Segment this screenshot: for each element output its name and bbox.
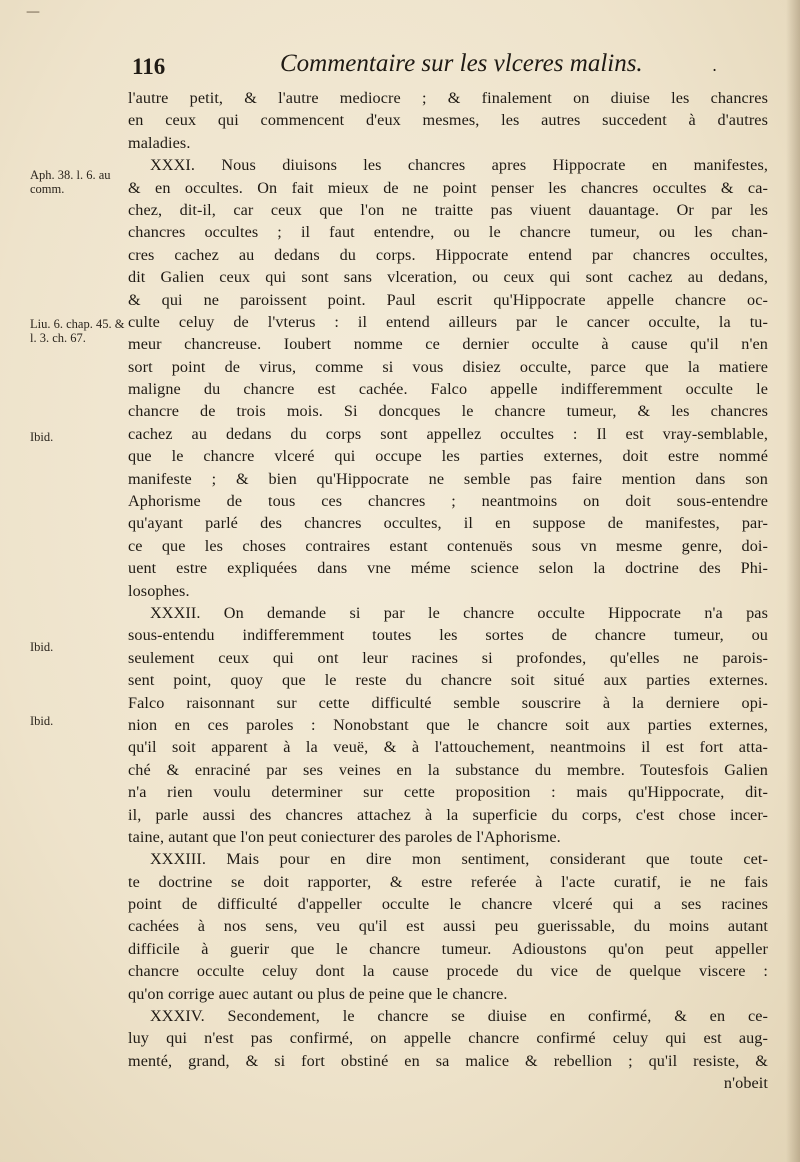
text-line: nion en ces paroles : Nonobstant que le chancre soit aux parties externes, [128, 715, 768, 734]
text-line: sent point, quoy que le reste du chancre soit situé aux parties externes. [128, 671, 768, 690]
text-line: & en occultes. On fait mieux de ne point penser les chancres occultes & ca- [128, 178, 768, 197]
margin-note-ibid-2: Ibid. [30, 640, 54, 654]
page-header [130, 50, 730, 84]
text-line: meur chancreuse. Ioubert nomme ce dernier occulte à cause qu'il n'en [128, 335, 768, 354]
text-line: qu'ayant parlé des chancres occultes, il en suppose de manifestes, par- [128, 514, 768, 533]
text-line: & qui ne paroissent point. Paul escrit qu'Hippocrate appelle chancre oc- [128, 290, 768, 309]
text-line: chez, dit-il, car ceux que l'on ne traitte pas viuent dauantage. Or par les [128, 200, 768, 219]
text-line: cachez au dedans du corps sont appellez occultes : Il est vray-semblable, [128, 424, 768, 443]
text-line: sort point de virus, comme si vous disiez occulte, parce que la matiere [128, 357, 768, 376]
text-line: XXXIII. Mais pour en dire mon sentiment, considerant que toute cet- [150, 850, 768, 869]
text-line: cachées à nos sens, veu qu'il est aussi peu guerissable, du moins autant [128, 917, 768, 936]
text-line: menté, grand, & si fort obstiné en sa malice & rebellion ; qu'il resiste, & [128, 1051, 768, 1070]
text-line: difficile à guerir que le chancre tumeur. Adioustons qu'on peut appeller [128, 939, 768, 958]
text-line: dit Galien ceux qui sont sans vlceration, ou ceux qui sont cachez au dedans, [128, 268, 768, 287]
text-line: point de difficulté d'appeller occulte le chancre vlceré qui a ses racines [128, 895, 768, 914]
margin-note-aphorism: Aph. 38. l. 6. au comm. [30, 168, 111, 196]
text-line: maladies. [128, 133, 191, 152]
text-line: XXXI. Nous diuisons les chancres apres Hippocrate en manifestes, [150, 156, 768, 175]
catchword: n'obeit [723, 1074, 768, 1093]
text-line: ché & enraciné par ses veines en la substance du membre. Toutesfois Galien [128, 760, 768, 779]
text-line: Aphorisme de tous ces chancres ; neantmoins on doit sous-entendre [128, 492, 768, 511]
text-line: manifeste ; & bien qu'Hippocrate ne semble pas faire mention dans son [128, 469, 768, 488]
text-line: Falco raisonnant sur cette difficulté semble souscrire à la derniere opi- [128, 693, 768, 712]
text-line: que le chancre vlceré qui occupe les parties externes, doit estre nommé [128, 447, 768, 466]
text-line: losophes. [128, 581, 190, 600]
text-line: maligne du chancre est cachée. Falco appelle indifferemment occulte le [128, 380, 768, 399]
text-line: l'autre petit, & l'autre mediocre ; & finalement on diuise les chancres [128, 89, 768, 107]
text-line: ce que les choses contraires estant contenuës sous vn mesme genre, doi- [128, 536, 768, 555]
page-number: 116 [132, 54, 166, 79]
text-line: culte celuy de l'vterus : il entend ailleurs par le cancer occulte, la tu- [128, 312, 768, 331]
text-line: cres cachez au dedans du corps. Hippocrate entend par chancres occultes, [128, 245, 768, 264]
text-line: n'a rien voulu determiner sur cette proposition : mais qu'Hippocrate, dit- [128, 783, 768, 802]
margin-note-liure: Liu. 6. chap. 45. & l. 3. ch. 67. [30, 317, 125, 345]
text-line: chancres occultes ; il faut entendre, ou le chancre tumeur, ou les chan- [128, 223, 768, 242]
text-line: te doctrine se doit rapporter, & estre referée à l'acte curatif, ie ne fais [128, 872, 768, 891]
text-line: uent estre expliquées dans vne méme science selon la doctrine des Phi- [128, 559, 768, 578]
corner-mark: — [26, 4, 40, 20]
text-line: sous-entendu indifferemment toutes les sortes de chancre tumeur, ou [128, 626, 768, 645]
text-line: taine, autant que l'on peut coniecturer des paroles de l'Aphorisme. [128, 827, 561, 846]
text-line: il, parle aussi des chancres attachez à la superficie du corps, c'est chose incer- [128, 805, 768, 824]
running-title: Commentaire sur les vlceres malins. [280, 50, 643, 77]
text-line: chancre de trois mois. Si doncques le chancre tumeur, & les chancres [128, 402, 768, 421]
text-line: seulement ceux qui ont leur racines si profondes, qu'elles ne parois- [128, 648, 768, 667]
margin-note-ibid-1: Ibid. [30, 430, 54, 444]
text-line: chancre occulte celuy dont la cause procede du vice de quelque viscere : [128, 962, 768, 981]
text-line: luy qui n'est pas confirmé, on appelle chancre confirmé celuy qui est aug- [128, 1029, 768, 1048]
header-mark: . [712, 56, 718, 75]
text-line: en ceux qui commencent d'eux mesmes, les autres succedent à d'autres [128, 111, 768, 130]
margin-note-ibid-3: Ibid. [30, 714, 54, 728]
text-line: XXXIV. Secondement, le chancre se diuise en confirmé, & en ce- [150, 1007, 768, 1026]
body-text [128, 87, 768, 1095]
text-line: XXXII. On demande si par le chancre occulte Hippocrate n'a pas [150, 603, 768, 622]
text-line: qu'on corrige auec autant ou plus de peine que le chancre. [128, 984, 508, 1003]
page-edge-shadow [786, 0, 800, 1162]
text-line: qu'il soit apparent à la veuë, & à l'attouchement, neantmoins il est fort atta- [128, 738, 768, 757]
